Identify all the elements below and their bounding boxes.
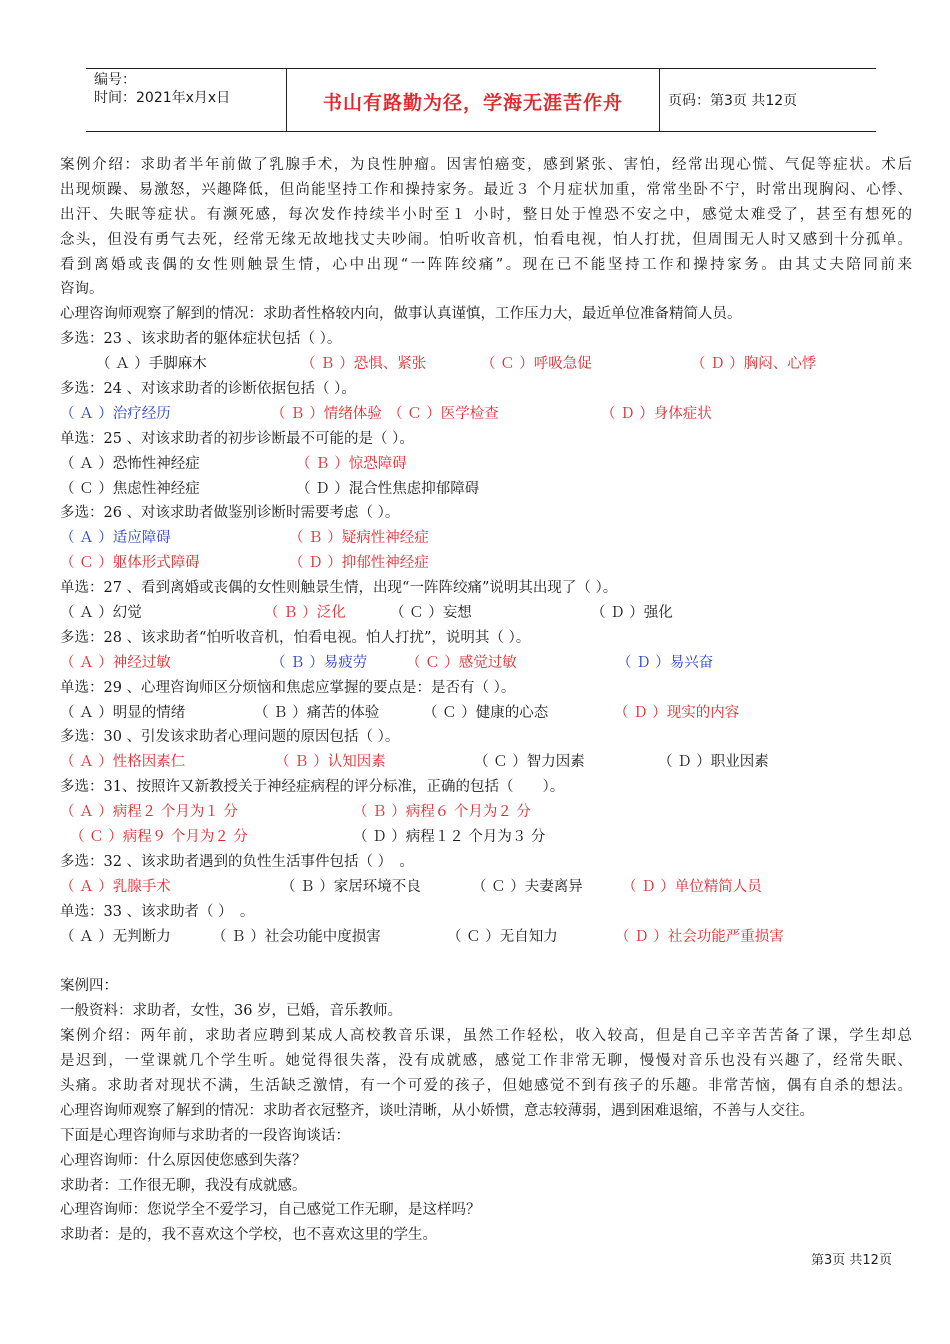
case3-intro-line: 咨询。 (60, 281, 104, 298)
case3-observation: 心理咨询师观察了解到的情况：求助者性格较内向，做事认真谨慎，工作压力大，最近单位准备精简人员。 (60, 306, 742, 323)
option-a: （ Ａ ）病程２ 个月为１ 分 (60, 804, 238, 821)
case4-intro-line: 案例介绍：两年前，求助者应聘到某成人高校教音乐课，虽然工作轻松，收入较高，但是自己辛辛苦苦备了课，学生却总 (60, 1028, 912, 1045)
option-row (60, 526, 912, 551)
case3-intro-line: 案例介绍：求助者半年前做了乳腺手术，为良性肿瘤。因害怕癌变，感到紧张、害怕，经常出现心慌、气促等症状。术后 (60, 157, 912, 173)
option-b: （ Ｂ ）惊恐障碍 (296, 455, 407, 472)
option-c: （ Ｃ ）呼吸急促 (481, 356, 592, 373)
option-a: （ Ａ ）治疗经历 (60, 405, 171, 422)
question-stem: 单选：33 、该求助者（ ） 。 (60, 903, 255, 920)
case3-intro-line: 念头，但没有勇气去死，经常无缘无故地找丈夫吵闹。怕听收音机，怕看电视，怕人打扰，但周围无人时又感到十分孤单。 (60, 231, 912, 248)
question-stem: 多选：28 、该求助者“怕听收音机，怕看电视。怕人打扰”，说明其（ ）。 (60, 629, 531, 646)
option-row (60, 601, 912, 626)
option-d: （ Ｄ ）强化 (591, 605, 673, 622)
option-a: （ Ａ ）无判断力 (60, 928, 171, 945)
option-c: （ Ｃ ）无自知力 (447, 928, 558, 945)
option-d: （ Ｄ ）混合性焦虑抑郁障碍 (296, 480, 480, 497)
option-row (60, 402, 912, 427)
option-c: （ Ｃ ）医学检查 (388, 405, 499, 422)
option-a: （ Ａ ）性格因素仁 (60, 754, 186, 771)
option-row (60, 800, 912, 825)
option-row (60, 875, 912, 900)
option-a: （ Ａ ）幻觉 (60, 605, 142, 622)
option-a: （ Ａ ）乳腺手术 (60, 878, 171, 895)
section-gap (60, 950, 912, 975)
dialog-line: 心理咨询师：什么原因使您感到失落？ (60, 1152, 307, 1169)
page-header (86, 68, 876, 132)
option-b: （ Ｂ ）情绪体验 (271, 405, 382, 422)
option-d: （ Ｄ ）现实的内容 (614, 704, 740, 721)
option-c: （ Ｃ ）躯体形式障碍 (60, 555, 200, 572)
case3-intro-line: 看到离婚或丧偶的女性则触景生情，心中出现“一阵阵绞痛”。现在已不能坚持工作和操持家务。由其丈夫陪同前来 (60, 256, 912, 273)
option-b: （ Ｂ ）疑病性神经症 (289, 530, 429, 547)
option-b: （ Ｂ ）认知因素 (275, 754, 386, 771)
option-b: （ Ｂ ）家居环境不良 (281, 878, 421, 895)
option-b: （ Ｂ ）病程６ 个月为２ 分 (353, 804, 531, 821)
question-stem: 多选：32 、该求助者遇到的负性生活事件包括（ ） 。 (60, 853, 414, 870)
case4-observation: 心理咨询师观察了解到的情况：求助者衣冠整齐，谈吐清晰，从小娇惯，意志较薄弱，遇到困难退缩，不善与人交往。 (60, 1102, 814, 1119)
dialog-line: 求助者：是的，我不喜欢这个学校，也不喜欢这里的学生。 (60, 1227, 437, 1244)
option-c: （ Ｃ ）感觉过敏 (406, 654, 517, 671)
option-a: （ Ａ ）适应障碍 (60, 530, 171, 547)
header-meta-cell (86, 69, 287, 131)
option-b: （ Ｂ ）痛苦的体验 (254, 704, 380, 721)
option-row (60, 352, 912, 377)
option-a: （ Ａ ）恐怖性神经症 (60, 455, 200, 472)
page-code: 页码：第3页 共12页 (668, 93, 798, 109)
option-c: （ Ｃ ）智力因素 (474, 754, 585, 771)
option-b: （ Ｂ ）社会功能中度损害 (212, 928, 381, 945)
question-stem: 多选：23 、该求助者的躯体症状包括（ ）。 (60, 331, 342, 348)
question-stem: 多选：26 、对该求助者做鉴别诊断时需要考虑（ ）。 (60, 505, 400, 522)
option-row (60, 825, 912, 850)
option-row (60, 925, 912, 950)
option-b: （ Ｂ ）泛化 (264, 605, 346, 622)
option-d: （ Ｄ ）社会功能严重损害 (615, 928, 784, 945)
case3-intro-line: 出汗、失眠等症状。有濒死感，每次发作持续半小时至１ 小时，整日处于惶恐不安之中，感觉太难受了，甚至有想死的 (60, 206, 912, 223)
document-body (60, 153, 912, 1248)
option-row (60, 750, 912, 775)
number-label: 编号： (94, 72, 136, 88)
option-a: （ Ａ ）神经过敏 (60, 654, 171, 671)
option-d: （ Ｄ ）单位精简人员 (622, 878, 762, 895)
question-stem: 单选：27 、看到离婚或丧偶的女性则触景生情，出现“一阵阵绞痛”说明其出现了（ ）。 (60, 580, 618, 597)
question-stem: 单选：29 、心理咨询师区分烦恼和焦虑应掌握的要点是：是否有（ ）。 (60, 679, 516, 696)
question-stem: 单选：25 、对该求助者的初步诊断最不可能的是（ ）。 (60, 430, 414, 447)
case4-intro-line: 是迟到，一堂课就几个学生听。她觉得很失落，没有成就感，感觉工作非常无聊，慢慢对音乐也没有兴趣了，经常失眠、 (60, 1053, 912, 1070)
option-row (60, 701, 912, 726)
time-label: 时间：2021年x月x日 (94, 90, 231, 106)
option-b: （ Ｂ ）恐惧、紧张 (301, 356, 427, 373)
option-c: （ Ｃ ）夫妻离异 (472, 878, 583, 895)
option-d: （ Ｄ ）身体症状 (601, 405, 712, 422)
header-page-cell (660, 69, 876, 131)
option-d: （ Ｄ ）职业因素 (658, 754, 769, 771)
option-c: （ Ｃ ）健康的心态 (423, 704, 549, 721)
option-d: （ Ｄ ）抑郁性神经症 (289, 555, 429, 572)
option-a: （ Ａ ）手脚麻木 (96, 356, 207, 373)
question-stem: 多选：30 、引发该求助者心理问题的原因包括（ ）。 (60, 729, 400, 746)
question-stem: 多选：24 、对该求助者的诊断依据包括（ ）。 (60, 381, 356, 398)
option-c: （ Ｃ ）焦虑性神经症 (60, 480, 200, 497)
option-c: （ Ｃ ）妄想 (390, 605, 472, 622)
page-footer: 第3页 共12页 (811, 1253, 892, 1268)
option-row (60, 651, 912, 676)
option-c: （ Ｃ ）病程９ 个月为２ 分 (70, 829, 248, 846)
case4-title: 案例四： (60, 978, 118, 995)
case4-general-info: 一般资料：求助者，女性，36 岁，已婚，音乐教师。 (60, 1003, 403, 1020)
header-motto-cell (287, 69, 660, 131)
question-stem: 多选：31、按照许又新教授关于神经症病程的评分标准，正确的包括（ ）。 (60, 779, 565, 796)
option-d: （ Ｄ ）病程１２ 个月为３ 分 (353, 829, 546, 846)
motto: 书山有路勤为径，学海无涯苦作舟 (322, 92, 623, 114)
dialog-line: 心理咨询师：您说学全不爱学习，自己感觉工作无聊，是这样吗？ (60, 1202, 481, 1219)
option-row (60, 477, 912, 502)
option-row (60, 551, 912, 576)
case3-intro-line: 出现烦躁、易激怒，兴趣降低，但尚能坚持工作和操持家务。最近３ 个月症状加重，常常坐卧不宁，时常出现胸闷、心悸、 (60, 181, 912, 198)
option-a: （ Ａ ）明显的情绪 (60, 704, 186, 721)
dialog-intro: 下面是心理咨询师与求助者的一段咨询谈话： (60, 1127, 350, 1144)
option-b: （ Ｂ ）易疲劳 (271, 654, 368, 671)
case4-intro-line: 头痛。求助者对现状不满，生活缺乏激情，有一个可爱的孩子，但她感觉不到有孩子的乐趣。非常苦恼，偶有自杀的想法。 (60, 1077, 912, 1094)
dialog-line: 求助者：工作很无聊，我没有成就感。 (60, 1177, 307, 1194)
option-row (60, 452, 912, 477)
option-d: （ Ｄ ）胸闷、心悸 (691, 356, 817, 373)
option-d: （ Ｄ ）易兴奋 (617, 654, 714, 671)
